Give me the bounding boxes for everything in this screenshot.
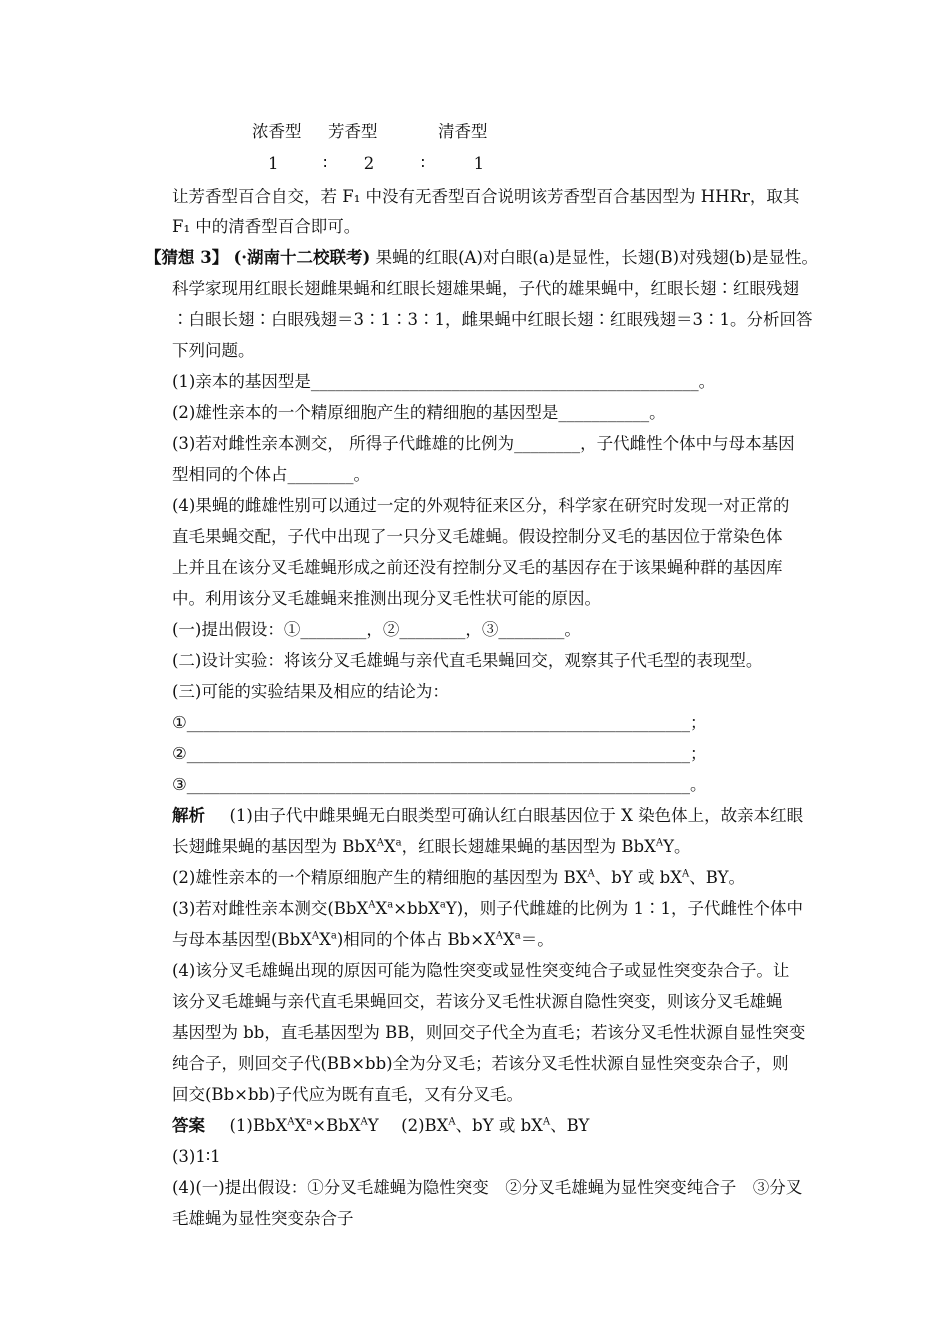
superscript: a [330,930,337,942]
guess3-source: (·湖南十二校联考) [233,248,371,267]
question-3-line-2: 型相同的个体占________。 [172,465,370,484]
question-4-line-4: 中。利用该分叉毛雄蝇来推测出现分叉毛性状可能的原因。 [172,589,601,608]
question-4-line-1: (4)果蝇的雌雄性别可以通过一定的外观特征来区分，科学家在研究时发现一对正常的 [172,496,790,515]
step-1-hypothesis: (一)提出假设：①________，②________，③________。 [172,620,581,639]
superscript: a [439,899,446,911]
guess3-line-3: ∶白眼长翅∶白眼残翅＝3∶1∶3∶1，雌果蝇中红眼长翅∶红眼残翅＝3∶1。分析回答 [172,310,813,329]
ratio-value-1: 1 [268,154,279,173]
superscript: a [395,837,402,849]
analysis-frag: X [503,930,515,949]
analysis-line-8: 基因型为 bb，直毛基因型为 BB，则回交子代全为直毛；若该分叉毛性状源自显性突变 [172,1023,806,1042]
guess3-label: 【猜想 3】 [145,248,229,267]
guess3-line-4: 下列问题。 [172,341,255,360]
answer-frag: (1)BbX [229,1116,288,1135]
answer-frag: Y [367,1116,379,1135]
answer-label: 答案 [172,1116,205,1135]
superscript: A [587,868,595,880]
superscript: A [376,837,384,849]
answer-line-2: (3)1∶1 [172,1147,221,1166]
analysis-label: 解析 [172,806,205,825]
intro-line-2: F₁ 中的清香型百合即可。 [172,217,361,236]
analysis-frag: Y)，则子代雌雄的比例为 1∶1，子代雌性个体中 [445,899,803,918]
question-2: (2)雄性亲本的一个精原细胞产生的精细胞的基因型是___________。 [172,403,666,422]
intro-line-1: 让芳香型百合自交，若 F₁ 中没有无香型百合说明该芳香型百合基因型为 HHRr，取其 [172,187,800,206]
guess3-line-2: 科学家现用红眼长翅雌果蝇和红眼长翅雄果蝇，子代的雄果蝇中，红眼长翅∶红眼残翅 [172,279,799,298]
analysis-line-3 [172,868,745,888]
analysis-frag: X [375,899,388,918]
analysis-frag: Y。 [663,837,691,856]
analysis-text-1: (1)由子代中雌果蝇无白眼类型可确认红白眼基因位于 X 染色体上，故亲本红眼 [229,806,804,825]
analysis-line-7: 该分叉毛雄蝇与亲代直毛果蝇回交，若该分叉毛性状源自隐性突变，则该分叉毛雄蝇 [172,992,783,1011]
superscript: a [306,1116,313,1128]
analysis-line-9: 纯合子，则回交子代(BB×bb)全为分叉毛；若该分叉毛性状源自显性突变杂合子，则 [172,1054,789,1073]
answer-line-3: (4)(一)提出假设：①分叉毛雄蝇为隐性突变 ②分叉毛雄蝇为显性突变纯合子 ③分叉 [172,1178,803,1197]
analysis-frag: 、bY 或 bX [594,868,682,887]
answer-frag: ×BbX [312,1116,361,1135]
result-blank-1: ①_____________________________________________________________； [172,713,707,732]
analysis-frag: ×bbX [393,899,440,918]
answer-frag: (2)BX [401,1116,449,1135]
ratio-col-2: 芳香型 [328,122,378,141]
analysis-line-5 [172,930,554,950]
analysis-line-4 [172,899,803,919]
answer-frag: 、BY [550,1116,590,1135]
ratio-value-2: 2 [363,154,375,173]
guess3-line1-text: 果蝇的红眼(A)对白眼(a)是显性，长翅(B)对残翅(b)是显性。 [375,248,819,267]
superscript: A [311,930,320,942]
question-3-line-1: (3)若对雌性亲本测交， 所得子代雌雄的比例为________，子代雌性个体中与母本基因 [172,434,795,453]
analysis-frag: (3)若对雌性亲本测交(BbX [172,899,369,918]
question-4-line-3: 上并且在该分叉毛雄蝇形成之前还没有控制分叉毛的基因存在于该果蝇种群的基因库 [172,558,783,577]
ratio-sep-2: ∶ [420,154,426,173]
question-4-line-2: 直毛果蝇交配，子代中出现了一只分叉毛雄蝇。假设控制分叉毛的基因位于常染色体 [172,527,783,546]
result-blank-3: ③_____________________________________________________________。 [172,775,707,794]
answer-line-1 [172,1116,589,1136]
analysis-line-6: (4)该分叉毛雄蝇出现的原因可能为隐性突变或显性突变纯合子或显性突变杂合子。让 [172,961,790,980]
analysis-line-1 [172,806,803,826]
superscript: A [360,1116,368,1128]
analysis-line-10: 回交(Bb×bb)子代应为既有直毛，又有分叉毛。 [172,1085,524,1104]
superscript: a [387,899,394,911]
ratio-sep-1: ∶ [323,154,328,173]
superscript: a [514,930,521,942]
step-3-results: (三)可能的实验结果及相应的结论为： [172,682,449,701]
step-2-experiment: (二)设计实验：将该分叉毛雄蝇与亲代直毛果蝇回交，观察其子代毛型的表现型。 [172,651,763,670]
analysis-frag: ，红眼长翅雄果蝇的基因型为 BbX [401,837,656,856]
answer-frag: 、bY 或 bX [455,1116,543,1135]
answer-frag: X [294,1116,307,1135]
ratio-col-1: 浓香型 [252,122,302,141]
analysis-frag: X [319,930,331,949]
analysis-line-2 [172,837,690,857]
superscript: A [368,899,376,911]
analysis-frag: X [383,837,396,856]
analysis-frag: 与母本基因型(BbX [172,930,312,949]
guess3-line-1 [145,248,818,268]
superscript: A [495,930,504,942]
ratio-col-3: 清香型 [438,122,488,141]
analysis-frag: 长翅雌果蝇的基因型为 BbX [172,837,377,856]
analysis-frag: (2)雄性亲本的一个精原细胞产生的精细胞的基因型为 BX [172,868,588,887]
answer-line-4: 毛雄蝇为显性突变杂合子 [172,1209,354,1228]
analysis-frag: ＝。 [520,930,554,949]
analysis-frag: )相同的个体占 Bb×X [336,930,496,949]
result-blank-2: ②_____________________________________________________________； [172,744,707,763]
analysis-frag: 、BY。 [689,868,745,887]
superscript: A [448,1116,456,1128]
superscript: A [682,868,690,880]
superscript: A [542,1116,551,1128]
question-1: (1)亲本的基因型是_______________________________________________。 [172,372,716,391]
ratio-value-3: 1 [473,154,485,173]
ratio-values-row [268,154,484,174]
superscript: A [287,1116,295,1128]
superscript: A [655,837,664,849]
ratio-header-row [252,122,488,142]
